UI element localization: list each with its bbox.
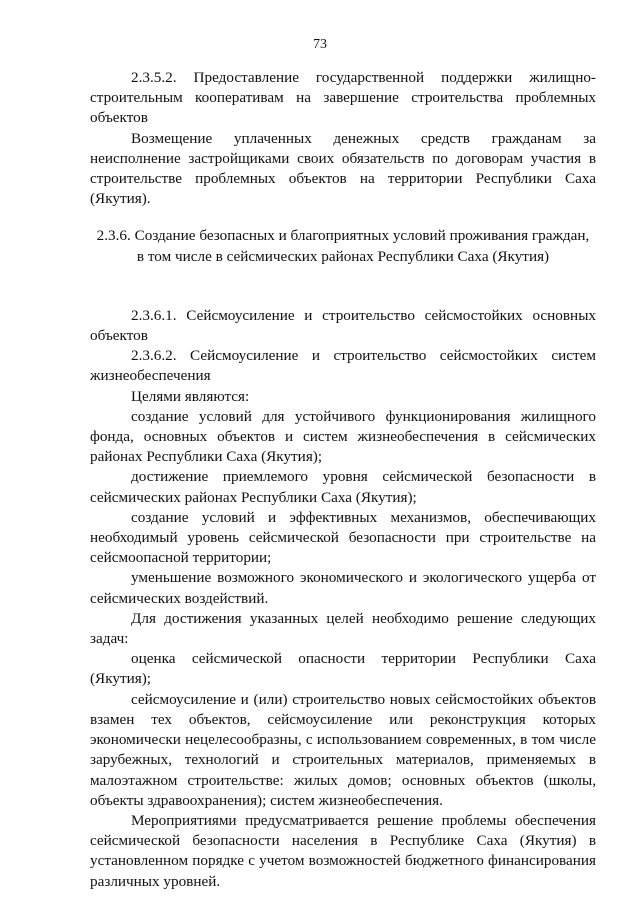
paragraph-task-2: сейсмоусиление и (или) строительство новых сейсмостойких объектов взамен тех объектов, сейсмоусиление или реконструкция которых экономически нецелесообразны, с использованием современных, в том числе зарубежных, технологий и строительных материалов, применяемых в малоэтажном строительстве: жилых домов; основных объектов (школы, объекты здравоохранения); систем жизнеобеспечения. bbox=[90, 690, 596, 809]
paragraph-2-3-6-2: 2.3.6.2. Сейсмоусиление и строительство сейсмостойких систем жизнеобеспечения bbox=[90, 347, 596, 385]
spacer bbox=[90, 286, 596, 306]
paragraph-goals-intro: Целями являются: bbox=[131, 387, 250, 405]
paragraph-compensation: Возмещение уплаченных денежных средств гражданам за неисполнение застройщиками своих обязательств по договорам участия в строительстве проблемных объектов на территории Республики Саха (Якутия). bbox=[90, 129, 596, 208]
paragraph-task-1: оценка сейсмической опасности территории Республики Саха (Якутия); bbox=[90, 650, 596, 688]
section-heading-line-2: в том числе в сейсмических районах Республики Саха (Якутия) bbox=[136, 247, 550, 265]
page-number: 73 bbox=[313, 37, 327, 52]
section-heading-2-3-6 bbox=[90, 226, 596, 266]
paragraph-goal-3: создание условий и эффективных механизмов, обеспечивающих необходимый уровень сейсмической безопасности при строительстве на сейсмоопасной территории; bbox=[90, 508, 596, 567]
paragraph-2-3-5-2: 2.3.5.2. Предоставление государственной поддержки жилищно-строительным кооперативам на завершение строительства проблемных объектов bbox=[90, 69, 596, 127]
paragraph-measures: Мероприятиями предусматривается решение проблемы обеспечения сейсмической безопасности населения в Республике Саха (Якутия) в установленном порядке с учетом возможностей бюджетного финансирования различных уровней. bbox=[90, 811, 596, 890]
document-body bbox=[90, 68, 596, 892]
paragraph-goal-4: уменьшение возможного экономического и экологического ущерба от сейсмических воздействий. bbox=[90, 569, 596, 607]
section-heading-line-1: 2.3.6. Создание безопасных и благоприятных условий проживания граждан, bbox=[96, 227, 590, 245]
paragraph-goal-1: создание условий для устойчивого функционирования жилищного фонда, основных объектов и систем жизнеобеспечения в сейсмических районах Республики Саха (Якутия); bbox=[90, 407, 596, 466]
paragraph-goal-2: достижение приемлемого уровня сейсмической безопасности в сейсмических районах Республики Саха (Якутия); bbox=[90, 468, 596, 506]
paragraph-2-3-6-1: 2.3.6.1. Сейсмоусиление и строительство сейсмостойких основных объектов bbox=[90, 306, 596, 345]
paragraph-tasks-intro: Для достижения указанных целей необходимо решение следующих задач: bbox=[90, 609, 596, 648]
